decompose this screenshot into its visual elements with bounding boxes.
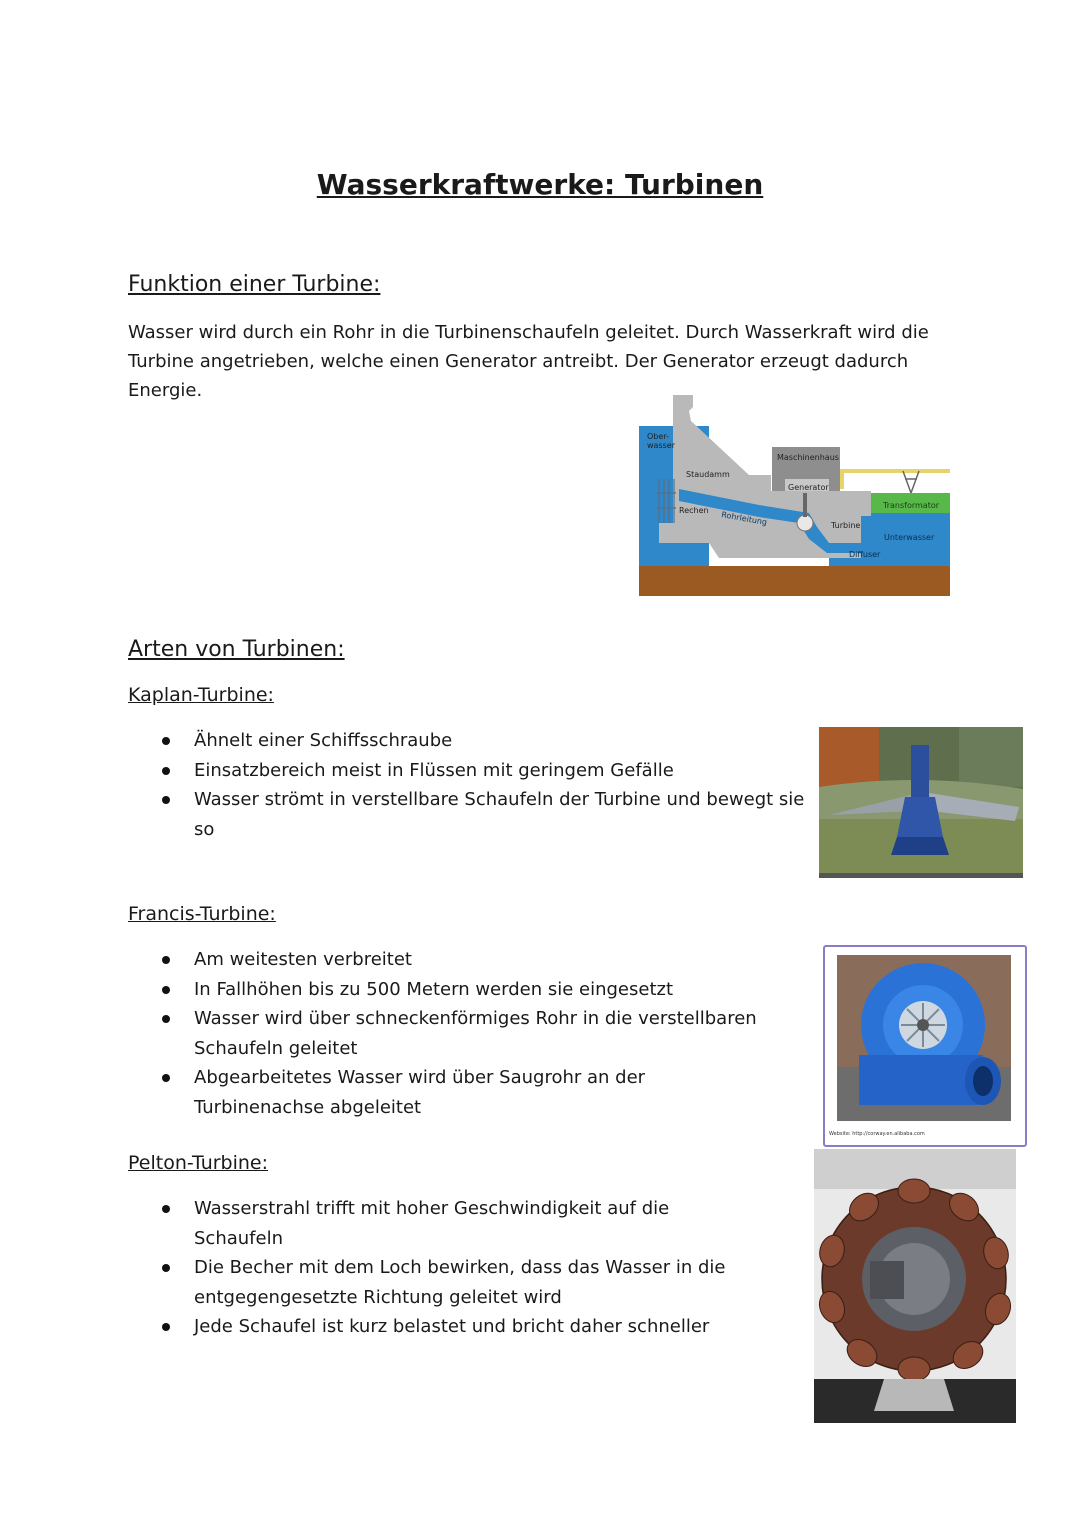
- list-item: Am weitesten verbreitet: [160, 945, 780, 975]
- list-item: Einsatzbereich meist in Flüssen mit geringem Gefälle: [160, 756, 810, 786]
- kaplan-turbine-photo: [819, 727, 1023, 878]
- francis-photo-frame: [823, 945, 1027, 1147]
- function-heading: Funktion einer Turbine:: [128, 272, 381, 297]
- diagram-label-rohrleitung: Rohrleitung: [720, 510, 768, 527]
- hydropower-plant-diagram: [639, 393, 950, 596]
- pelton-bullet-list: [160, 1194, 760, 1342]
- diagram-label-diffuser: Diffuser: [849, 550, 881, 559]
- francis-bullet-list: [160, 945, 780, 1122]
- list-item: Abgearbeitetes Wasser wird über Saugrohr an der Turbinenachse abgeleitet: [160, 1063, 780, 1122]
- diagram-label-maschinenhaus: Maschinenhaus: [777, 453, 839, 462]
- pelton-turbine-photo: [814, 1149, 1016, 1423]
- diagram-label-staudamm: Staudamm: [686, 470, 730, 479]
- list-item: Wasser strömt in verstellbare Schaufeln der Turbine und bewegt sie so: [160, 785, 810, 844]
- kaplan-bullet-list: [160, 726, 810, 844]
- list-item: Jede Schaufel ist kurz belastet und bricht daher schneller: [160, 1312, 760, 1342]
- francis-turbine-photo: [825, 947, 1025, 1127]
- list-item: Wasserstrahl trifft mit hoher Geschwindigkeit auf die Schaufeln: [160, 1194, 760, 1253]
- diagram-label-oberwasser-2: wasser: [647, 441, 675, 450]
- list-item: Wasser wird über schneckenförmiges Rohr in die verstellbaren Schaufeln geleitet: [160, 1004, 780, 1063]
- list-item: Ähnelt einer Schiffsschraube: [160, 726, 810, 756]
- function-text: Wasser wird durch ein Rohr in die Turbinenschaufeln geleitet. Durch Wasserkraft wird die Turbine angetrieben, welche einen Generator antreibt. Der Generator erzeugt dadurch Energie.: [128, 322, 929, 401]
- pelton-heading: Pelton-Turbine:: [128, 1152, 269, 1174]
- francis-photo-caption: Website: http://corway.en.alibaba.com: [829, 1131, 925, 1137]
- types-heading: Arten von Turbinen:: [128, 637, 345, 662]
- page-title: Wasserkraftwerke: Turbinen: [316, 168, 764, 201]
- list-item: Die Becher mit dem Loch bewirken, dass das Wasser in die entgegengesetzte Richtung geleitet wird: [160, 1253, 760, 1312]
- diagram-label-transformator: Transformator: [883, 501, 940, 510]
- diagram-label-unterwasser: Unterwasser: [884, 533, 935, 542]
- diagram-label-generator: Generator: [788, 483, 829, 492]
- diagram-label-turbine: Turbine: [831, 521, 861, 530]
- list-item: In Fallhöhen bis zu 500 Metern werden sie eingesetzt: [160, 975, 780, 1005]
- diagram-label-rechen: Rechen: [679, 506, 709, 515]
- francis-heading: Francis-Turbine:: [128, 903, 276, 925]
- kaplan-heading: Kaplan-Turbine:: [128, 684, 274, 706]
- diagram-label-oberwasser-1: Ober-: [647, 432, 669, 441]
